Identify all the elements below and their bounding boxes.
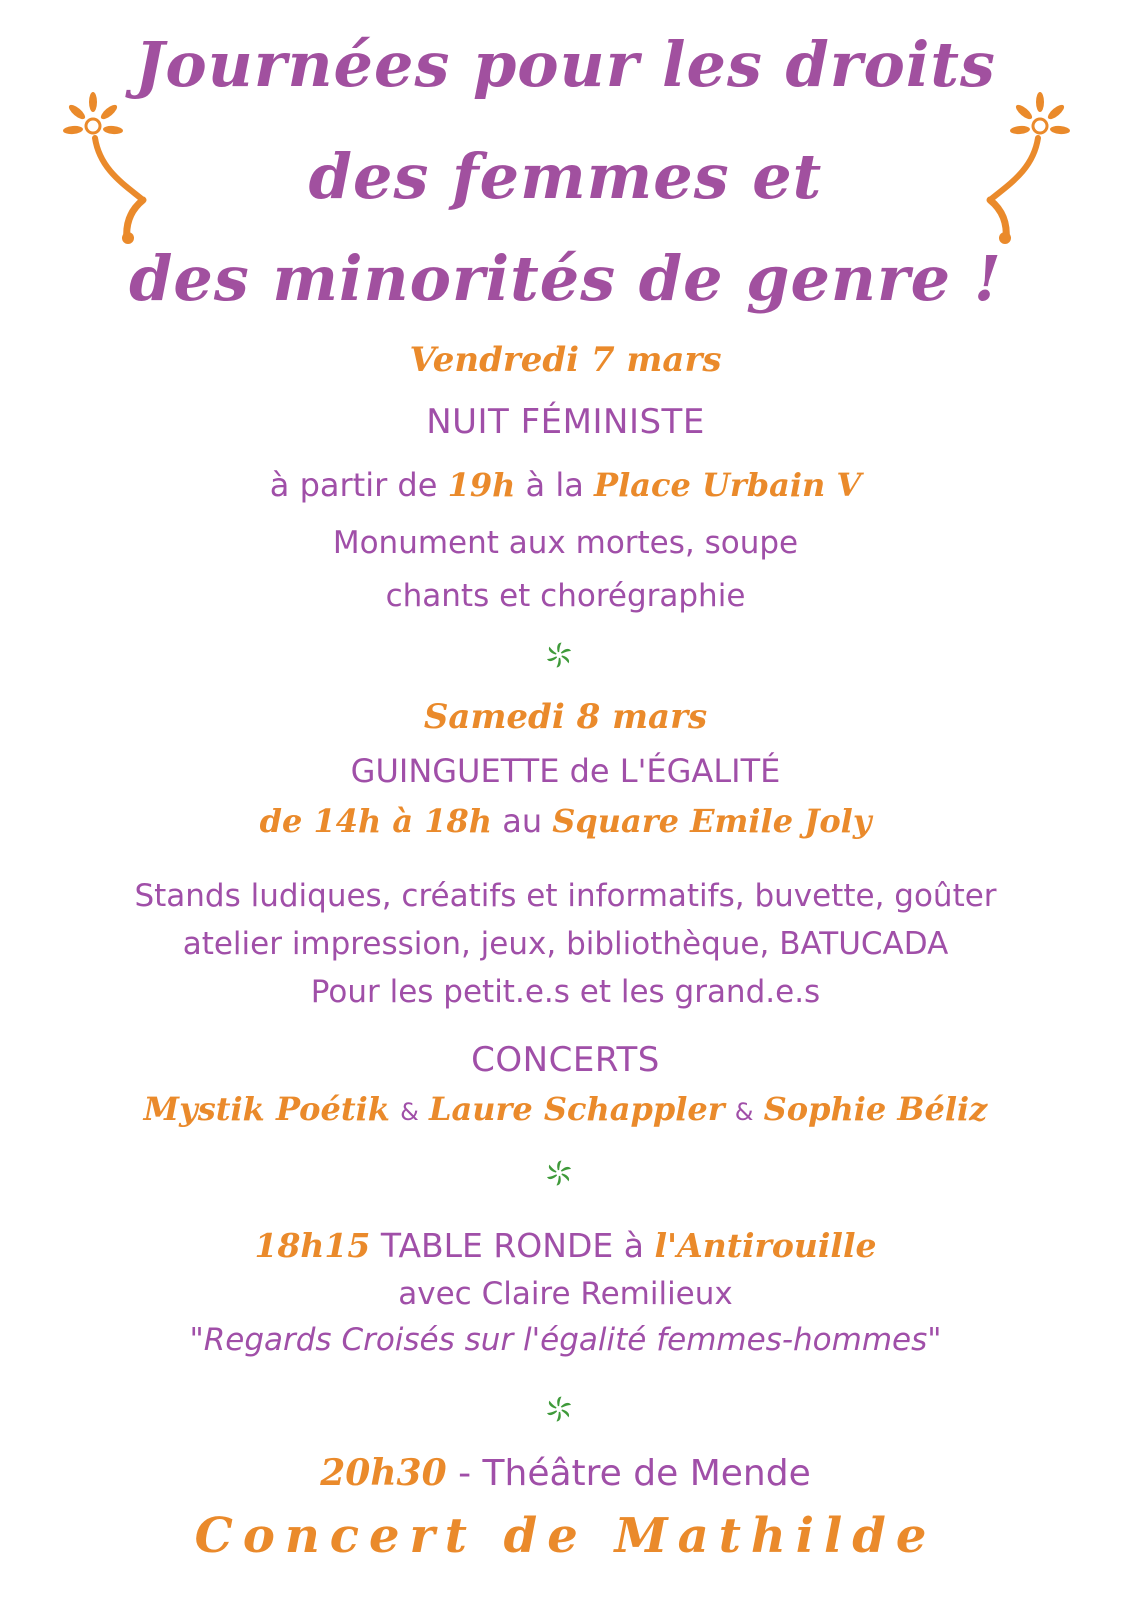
round-table-label: TABLE RONDE [380, 1226, 614, 1265]
saturday-place: Square Emile Joly [552, 802, 872, 840]
round-table-heading [0, 1226, 1131, 1265]
ampersand-1: & [400, 1098, 419, 1126]
title-line-3: des minorités de genre ! [129, 242, 1002, 315]
saturday-hours-place [0, 802, 1131, 840]
saturday-desc-1: Stands ludiques, créatifs et informatifs, buvette, goûter [134, 878, 997, 914]
artist-3: Sophie Béliz [763, 1090, 988, 1128]
evening-venue: Théâtre de Mende [482, 1453, 811, 1494]
friday-time-place [0, 466, 1131, 504]
saturday-date: Samedi 8 mars [423, 697, 708, 737]
concert-artists [0, 1090, 1131, 1128]
friday-date: Vendredi 7 mars [409, 340, 722, 380]
friday-time-prefix: à partir de [269, 466, 438, 504]
round-table-time: 18h15 [254, 1226, 371, 1265]
title-line-1: Journées pour les droits [135, 28, 996, 101]
saturday-desc-3: Pour les petit.e.s et les grand.e.s [310, 974, 821, 1010]
ampersand-2: & [734, 1098, 754, 1126]
saturday-hours: de 14h à 18h [259, 802, 493, 840]
evening-concert: Concert de Mathilde [194, 1508, 937, 1564]
friday-time: 19h [447, 466, 516, 504]
round-table-place-prefix: à [623, 1226, 644, 1265]
pinwheel-separator-icon [542, 638, 576, 672]
evening-heading [0, 1452, 1131, 1494]
round-table-guest: avec Claire Remilieux [398, 1276, 733, 1312]
saturday-place-prefix: au [502, 802, 543, 840]
title-line-2: des femmes et [308, 140, 823, 213]
concerts-label: CONCERTS [471, 1040, 660, 1080]
friday-event: NUIT FÉMINISTE [426, 402, 705, 442]
artist-1: Mystik Poétik [143, 1090, 390, 1128]
friday-desc-1: Monument aux mortes, soupe [332, 525, 799, 561]
pinwheel-separator-icon [542, 1156, 576, 1190]
friday-place: Place Urbain V [594, 466, 862, 504]
friday-place-prefix: à la [525, 466, 584, 504]
pinwheel-separator-icon [542, 1392, 576, 1426]
artist-2: Laure Schappler [429, 1090, 725, 1128]
round-table-place: l'Antirouille [654, 1226, 877, 1265]
saturday-desc-2: atelier impression, jeux, bibliothèque, BATUCADA [182, 926, 949, 962]
evening-dash: - [458, 1453, 472, 1494]
saturday-event: GUINGUETTE de L'ÉGALITÉ [350, 752, 781, 790]
round-table-theme: "Regards Croisés sur l'égalité femmes-hommes" [189, 1322, 942, 1358]
friday-desc-2: chants et chorégraphie [385, 578, 746, 614]
evening-time: 20h30 [320, 1452, 447, 1494]
